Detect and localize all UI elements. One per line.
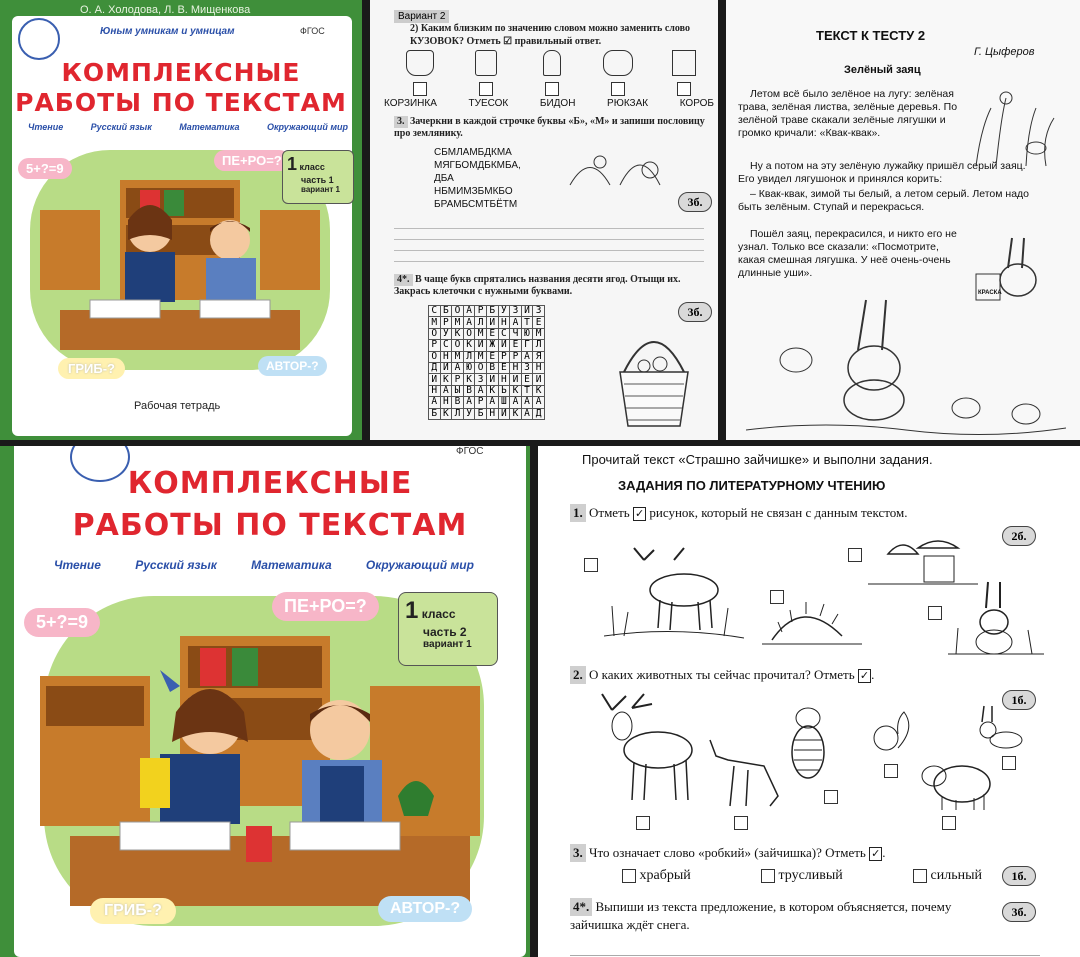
- grid-cell[interactable]: Л: [533, 340, 545, 351]
- grid-cell[interactable]: А: [463, 397, 475, 408]
- bubble-math: 5+?=9: [24, 608, 100, 637]
- grid-cell[interactable]: И: [486, 317, 498, 328]
- letter-rows: СБМЛАМБДКМА МЯГБОМДБКМБА, ДБА НБМИМЗБМКБО БРАМБСМТБЁТМ: [434, 147, 521, 210]
- grid-cell[interactable]: Н: [486, 408, 498, 419]
- grid-cell[interactable]: И: [498, 408, 510, 419]
- q1-score: 2б.: [1002, 526, 1036, 546]
- option-brave[interactable]: храбрый: [622, 868, 691, 884]
- grid-cell[interactable]: Н: [498, 374, 510, 385]
- grid-cell[interactable]: У: [463, 408, 475, 419]
- grid-row: [429, 362, 545, 373]
- grid-cell[interactable]: М: [429, 317, 441, 328]
- hedgehog-scene-icon: [762, 592, 862, 650]
- hare-in-grass-icon: [948, 578, 1044, 658]
- grade-part: часть 1: [301, 175, 334, 185]
- grid-cell[interactable]: Р: [429, 340, 441, 351]
- grade-number: 1: [287, 154, 298, 174]
- grade-variant: вариант 1: [301, 185, 340, 194]
- grid-row: [429, 397, 545, 408]
- grid-cell[interactable]: Е: [498, 362, 510, 373]
- grid-cell[interactable]: Ч: [510, 328, 522, 339]
- q2-text: 2) Каким близким по значению словом можно заменить слово КУЗОВОК? Отметь ☑ правильный ответ.: [410, 23, 690, 47]
- subjects-row: [54, 558, 474, 572]
- grid-cell[interactable]: К: [486, 385, 498, 396]
- grid-cell[interactable]: К: [533, 385, 545, 396]
- grade-word: класс: [299, 162, 325, 172]
- grid-cell[interactable]: К: [440, 374, 452, 385]
- grid-cell[interactable]: Т: [521, 385, 533, 396]
- bubble-grib: ГРИБ-?: [90, 898, 176, 924]
- grid-row: [429, 340, 545, 351]
- grid-cell[interactable]: С: [440, 340, 452, 351]
- grid-cell[interactable]: О: [452, 306, 464, 317]
- story-para-2: Ну а потом на эту зелёную лужайку пришёл серый заяц. Его увидел лягушонок и принялся корить:: [738, 160, 1026, 185]
- grid-cell[interactable]: Д: [429, 362, 441, 373]
- grid-cell[interactable]: Н: [429, 385, 441, 396]
- grid-cell[interactable]: М: [475, 351, 487, 362]
- bubble-avtor: АВТОР-?: [378, 896, 472, 922]
- grid-cell[interactable]: В: [463, 385, 475, 396]
- paint-label: КРАСКА: [978, 290, 1002, 296]
- grade-variant: вариант 1: [423, 639, 472, 650]
- answer-checkbox[interactable]: [413, 82, 427, 96]
- grade-part: часть 2: [423, 625, 467, 639]
- q4-score: 3б.: [1002, 902, 1036, 922]
- cover-title-line2: РАБОТЫ ПО ТЕКСТАМ: [15, 88, 347, 117]
- grid-cell[interactable]: О: [463, 328, 475, 339]
- squirrel-icon: [868, 708, 916, 756]
- grid-cell[interactable]: И: [510, 374, 522, 385]
- grid-cell[interactable]: Р: [498, 351, 510, 362]
- item-tuesok: [458, 50, 514, 96]
- page-text: [726, 0, 1080, 440]
- grid-cell[interactable]: А: [521, 408, 533, 419]
- grid-cell[interactable]: Р: [510, 351, 522, 362]
- bubble-math: 5+?=9: [18, 158, 72, 179]
- q1-checkbox-hare[interactable]: [928, 606, 942, 620]
- grid-cell[interactable]: О: [429, 328, 441, 339]
- cover-part1: [0, 0, 362, 440]
- q2-score: 1б.: [1002, 690, 1036, 710]
- grid-cell[interactable]: А: [440, 385, 452, 396]
- q4-text: 4*. Выпиши из текста предложение, в котором объясняется, почему зайчишка ждёт снега.: [570, 899, 952, 932]
- grid-cell[interactable]: Л: [452, 408, 464, 419]
- grid-cell[interactable]: И: [429, 374, 441, 385]
- grid-cell[interactable]: С: [429, 306, 441, 317]
- grid-row: [429, 351, 545, 362]
- grid-cell[interactable]: К: [452, 328, 464, 339]
- grid-cell[interactable]: К: [463, 340, 475, 351]
- grid-cell[interactable]: Р: [440, 317, 452, 328]
- grid-cell[interactable]: Ю: [463, 362, 475, 373]
- q3-score: 1б.: [1002, 866, 1036, 886]
- grid-cell[interactable]: К: [463, 374, 475, 385]
- strawberry-icon: [560, 140, 680, 190]
- q2-labels: КОРЗИНКА ТУЕСОК БИДОН РЮКЗАК КОРОБ: [384, 98, 714, 109]
- grid-cell[interactable]: К: [440, 408, 452, 419]
- fgos-logo: ФГОС: [300, 26, 325, 36]
- page-variant2: [370, 0, 718, 440]
- grid-cell[interactable]: Л: [475, 317, 487, 328]
- text-heading: ТЕКСТ К ТЕСТУ 2: [816, 28, 926, 43]
- story-para-1: Летом всё было зелёное на лугу: зелёная трава, зелёная листва, зелёные деревья. По зелёной траве скакали зелёные лягушки и громко кричали: «Квак-квак».: [738, 88, 958, 139]
- answer-checkbox[interactable]: [479, 82, 493, 96]
- grid-cell[interactable]: У: [440, 328, 452, 339]
- grid-cell[interactable]: В: [486, 362, 498, 373]
- grid-cell[interactable]: А: [510, 397, 522, 408]
- classroom-illustration: [40, 170, 320, 370]
- grid-cell[interactable]: Ы: [452, 385, 464, 396]
- grid-cell[interactable]: Р: [452, 374, 464, 385]
- q3-score: 3б.: [678, 192, 712, 212]
- grid-cell[interactable]: А: [429, 397, 441, 408]
- item-backpack: [590, 50, 646, 96]
- answer-checkbox[interactable]: [545, 82, 559, 96]
- grid-cell[interactable]: Р: [475, 306, 487, 317]
- grid-cell[interactable]: Б: [475, 408, 487, 419]
- grid-cell[interactable]: Е: [510, 340, 522, 351]
- grid-cell[interactable]: З: [521, 362, 533, 373]
- q4-answer-lines[interactable]: [570, 938, 1040, 956]
- item-bidon: [524, 50, 580, 96]
- q2-checkbox-squirrel[interactable]: [884, 764, 898, 778]
- bubble-grib: ГРИБ-?: [58, 358, 125, 379]
- grid-cell[interactable]: А: [521, 351, 533, 362]
- checkbox[interactable]: [761, 869, 775, 883]
- bear-icon: [918, 756, 992, 812]
- grid-cell[interactable]: М: [533, 328, 545, 339]
- grid-cell[interactable]: Е: [486, 328, 498, 339]
- grid-cell[interactable]: В: [452, 397, 464, 408]
- grid-cell[interactable]: Е: [533, 317, 545, 328]
- grade-word: класс: [421, 607, 456, 621]
- subject-russian: Русский язык: [135, 558, 217, 572]
- q2-checkbox-wolf[interactable]: [734, 816, 748, 830]
- grid-cell[interactable]: З: [533, 306, 545, 317]
- checkmark-icon: ✓: [634, 508, 645, 520]
- q2-text: 2. О каких животных ты сейчас прочитал? Отметь ✓ .: [570, 666, 1050, 685]
- grass-icon: [966, 78, 1066, 168]
- grade-number: 1: [405, 597, 419, 624]
- grid-cell[interactable]: А: [510, 317, 522, 328]
- subject-math: Математика: [251, 558, 332, 572]
- cover-title-line1: КОМПЛЕКСНЫЕ: [61, 58, 301, 87]
- q4-score: 3б.: [678, 302, 712, 322]
- grid-cell[interactable]: Л: [463, 351, 475, 362]
- q1-text: 1. Отметь ✓ рисунок, который не связан с данным текстом.: [570, 504, 1040, 523]
- grid-cell[interactable]: А: [533, 397, 545, 408]
- answer-lines: [394, 218, 704, 262]
- grid-cell[interactable]: З: [475, 374, 487, 385]
- story-title: Зелёный заяц: [844, 64, 921, 76]
- grid-row: [429, 374, 545, 385]
- grid-cell[interactable]: Т: [521, 317, 533, 328]
- grid-cell[interactable]: Е: [521, 374, 533, 385]
- grid-cell[interactable]: И: [475, 340, 487, 351]
- q2-checkbox-hare[interactable]: [1002, 756, 1016, 770]
- grid-row: [429, 317, 545, 328]
- q1-checkbox-moose[interactable]: [584, 558, 598, 572]
- tiger-icon: [774, 704, 842, 784]
- subject-reading: Чтение: [54, 558, 101, 572]
- q2-checkbox-bear[interactable]: [942, 816, 956, 830]
- grid-cell[interactable]: М: [452, 351, 464, 362]
- hare-and-frogs-icon: [746, 290, 1066, 440]
- q3-text: 3. Что означает слово «робкий» (зайчишка)? Отметь ✓ .: [570, 844, 1050, 863]
- grid-cell[interactable]: Г: [521, 340, 533, 351]
- grid-cell[interactable]: А: [486, 397, 498, 408]
- grid-cell[interactable]: О: [475, 362, 487, 373]
- grid-row: [429, 328, 545, 339]
- q3-text: 3. Зачеркни в каждой строчке буквы «Б», «М» и запиши пословицу про землянику.: [394, 116, 705, 139]
- grid-cell[interactable]: Н: [498, 317, 510, 328]
- grid-cell[interactable]: О: [429, 351, 441, 362]
- subjects-row: [28, 122, 348, 132]
- subject-russian: Русский язык: [90, 122, 152, 132]
- moose-scene-icon: [604, 546, 744, 642]
- grid-cell[interactable]: М: [452, 317, 464, 328]
- grid-cell[interactable]: Н: [440, 351, 452, 362]
- grid-cell[interactable]: Б: [486, 306, 498, 317]
- grid-cell[interactable]: Ж: [486, 340, 498, 351]
- cover-authors: О. А. Холодова, Л. В. Мищенкова: [80, 4, 251, 16]
- grid-cell[interactable]: Н: [533, 362, 545, 373]
- option-strong[interactable]: сильный: [913, 868, 982, 884]
- q4-text: 4*. В чаще букв спрятались названия десяти ягод. Отыщи их. Закрась клеточки с нужными буквами.: [394, 274, 681, 297]
- checkbox[interactable]: [913, 869, 927, 883]
- tasks-intro: Прочитай текст «Страшно зайчишке» и выполни задания.: [582, 452, 933, 467]
- item-basket: [392, 50, 448, 96]
- grid-cell[interactable]: С: [498, 328, 510, 339]
- grid-cell[interactable]: И: [486, 374, 498, 385]
- cover-title-line1: КОМПЛЕКСНЫЕ: [127, 466, 413, 501]
- grid-cell[interactable]: О: [452, 340, 464, 351]
- story-para-3: – Квак-квак, зимой ты белый, а летом серый. Летом надо быть зелёным. Ступай и перекрасься.: [738, 188, 1030, 213]
- grid-cell[interactable]: З: [510, 306, 522, 317]
- variant-label: Вариант 2: [394, 10, 449, 23]
- grid-cell[interactable]: К: [510, 385, 522, 396]
- subject-world: Окружающий мир: [365, 558, 474, 572]
- grid-cell[interactable]: Ш: [498, 397, 510, 408]
- grid-cell[interactable]: И: [533, 374, 545, 385]
- moose-icon: [592, 690, 702, 804]
- cover-part2: [0, 446, 530, 957]
- grid-cell[interactable]: А: [475, 385, 487, 396]
- q1-checkbox-mushrooms[interactable]: [848, 548, 862, 562]
- series-name: Юным умникам и умницам: [100, 26, 235, 37]
- tasks-heading: ЗАДАНИЯ ПО ЛИТЕРАТУРНОМУ ЧТЕНИЮ: [618, 478, 886, 493]
- grid-cell[interactable]: И: [440, 362, 452, 373]
- grid-cell[interactable]: А: [521, 397, 533, 408]
- q3-options: [622, 868, 982, 884]
- q2-items: [392, 50, 712, 96]
- grid-row: [429, 385, 545, 396]
- grid-row: [429, 408, 545, 419]
- checkbox[interactable]: [622, 869, 636, 883]
- subject-math: Математика: [179, 122, 240, 132]
- grid-cell[interactable]: Р: [475, 397, 487, 408]
- answer-checkbox[interactable]: [611, 82, 625, 96]
- grid-row: [429, 306, 545, 317]
- grid-cell[interactable]: К: [510, 408, 522, 419]
- fgos-logo: ФГОС: [456, 446, 484, 457]
- grid-cell[interactable]: И: [521, 306, 533, 317]
- q2-checkbox-tiger[interactable]: [824, 790, 838, 804]
- classroom-illustration: [40, 626, 490, 916]
- cover-title-line2: РАБОТЫ ПО ТЕКСТАМ: [72, 508, 468, 543]
- bubble-pero: ПЕ+РО=?: [214, 150, 290, 171]
- grid-cell[interactable]: Е: [486, 351, 498, 362]
- checkmark-icon: ☑: [503, 36, 513, 47]
- option-cowardly[interactable]: трусливый: [761, 868, 843, 884]
- grid-cell[interactable]: Ю: [521, 328, 533, 339]
- grid-cell[interactable]: Н: [510, 362, 522, 373]
- checkmark-icon: ✓: [859, 670, 870, 682]
- grid-cell[interactable]: Б: [440, 306, 452, 317]
- grid-cell[interactable]: А: [452, 362, 464, 373]
- text-author: Г. Цыферов: [974, 46, 1035, 58]
- grid-cell[interactable]: Д: [533, 408, 545, 419]
- answer-checkbox[interactable]: [677, 82, 691, 96]
- bubble-avtor: АВТОР-?: [258, 356, 327, 376]
- q2-checkbox-moose[interactable]: [636, 816, 650, 830]
- hare-icon: [968, 704, 1028, 750]
- letter-grid[interactable]: [428, 305, 545, 420]
- checkmark-icon: ✓: [871, 848, 881, 860]
- series-badge: [18, 18, 60, 60]
- workbook-label: Рабочая тетрадь: [134, 400, 221, 412]
- subject-reading: Чтение: [28, 122, 64, 132]
- basket-icon: [614, 322, 694, 432]
- grid-cell[interactable]: Я: [533, 351, 545, 362]
- page-tasks: [538, 446, 1080, 957]
- item-korob: [656, 50, 712, 96]
- wolf-icon: [704, 736, 784, 810]
- grid-cell[interactable]: У: [498, 306, 510, 317]
- story-para-4: Пошёл заяц, перекрасился, и никто его не узнал. Только все сказали: «Посмотрите, какая смешная лягушка. У неё очень-очень длинные уши».: [738, 228, 957, 279]
- grid-cell[interactable]: И: [498, 340, 510, 351]
- grid-cell[interactable]: М: [475, 328, 487, 339]
- subject-world: Окружающий мир: [266, 122, 348, 132]
- grid-cell[interactable]: А: [463, 317, 475, 328]
- bubble-pero: ПЕ+РО=?: [272, 592, 379, 621]
- grid-cell[interactable]: А: [463, 306, 475, 317]
- grid-cell[interactable]: Б: [429, 408, 441, 419]
- grid-cell[interactable]: Н: [440, 397, 452, 408]
- grid-cell[interactable]: Ь: [498, 385, 510, 396]
